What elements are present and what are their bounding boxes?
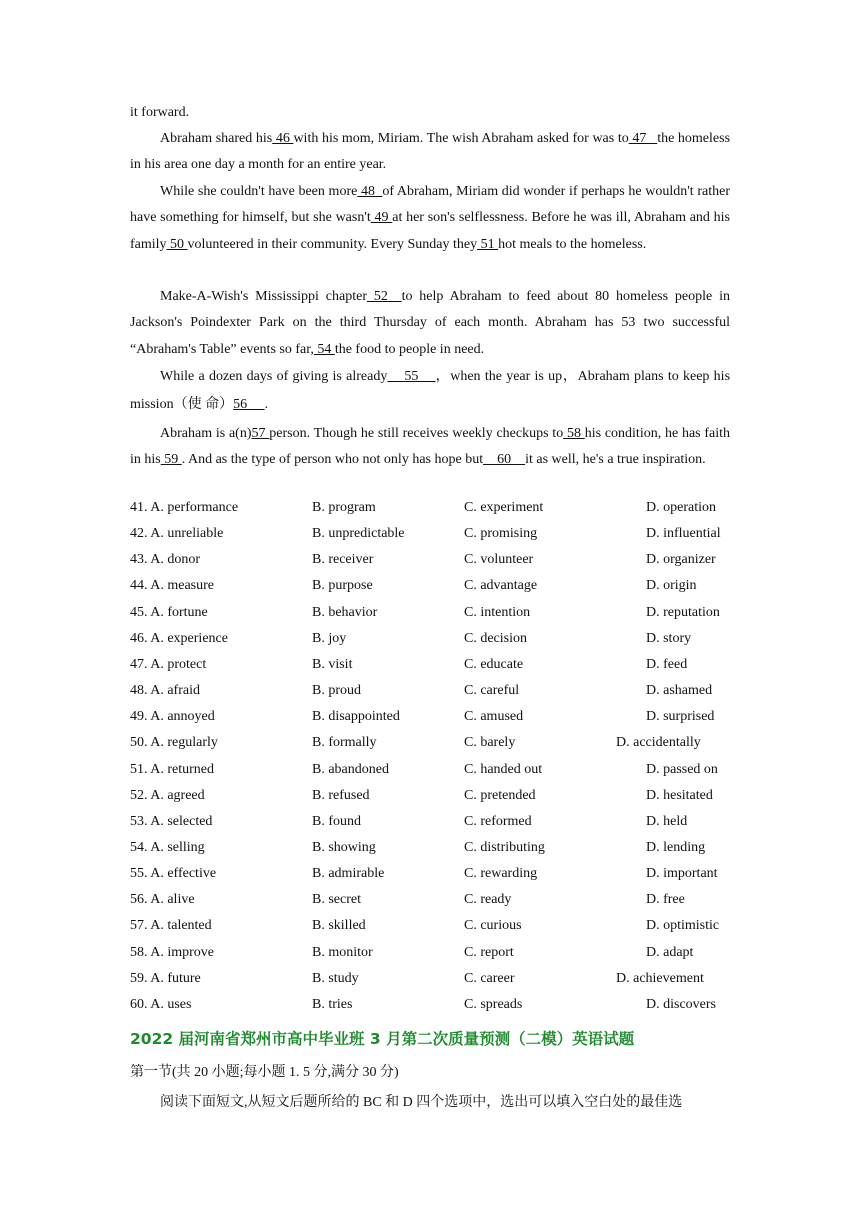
passage-text: at her son's selflessness. Before he was ill, Abraham and his family xyxy=(130,210,731,252)
blank-51: 51 xyxy=(477,236,499,252)
option-c: C. intention xyxy=(464,604,531,620)
option-a: 52. A. agreed xyxy=(130,787,205,803)
option-d: D. important xyxy=(646,866,718,882)
option-row xyxy=(130,657,750,683)
option-a: 60. A. uses xyxy=(130,996,192,1012)
option-row xyxy=(130,735,750,761)
option-row xyxy=(130,814,750,840)
option-b: B. disappointed xyxy=(312,709,400,725)
option-c: C. distributing xyxy=(464,839,545,855)
option-b: B. abandoned xyxy=(312,761,389,777)
option-d: D. organizer xyxy=(646,552,716,568)
option-row xyxy=(130,605,750,631)
option-b: B. showing xyxy=(312,839,376,855)
passage-paragraph-4 xyxy=(130,363,730,419)
section-instruction: 阅读下面短文,从短文后题所给的 BC 和 D 四个选项中，选出可以填入空白处的最佳选 xyxy=(160,1095,683,1110)
option-a: 53. A. selected xyxy=(130,813,213,829)
blank-59: 59 xyxy=(160,452,182,468)
option-c: C. advantage xyxy=(464,578,538,594)
option-a: 55. A. effective xyxy=(130,866,217,882)
option-row xyxy=(130,971,750,997)
option-c: C. handed out xyxy=(464,761,543,777)
passage-text: it as well, he's a true inspiration. xyxy=(525,452,706,468)
section-title: 2022 届河南省郑州市高中毕业班 3 月第二次质量预测（二模）英语试题 xyxy=(130,1030,635,1048)
option-b: B. admirable xyxy=(312,866,385,882)
option-b: B. monitor xyxy=(312,944,373,960)
option-c: C. barely xyxy=(464,735,516,751)
option-a: 58. A. improve xyxy=(130,944,214,960)
option-c: C. ready xyxy=(464,892,512,908)
option-d: D. adapt xyxy=(646,944,694,960)
blank-57: 57 xyxy=(251,426,270,441)
option-b: B. behavior xyxy=(312,604,378,620)
blank-60: 60 xyxy=(483,452,526,468)
option-a: 56. A. alive xyxy=(130,892,195,908)
passage-text: ，when the year is up，Abraham plans to keep his mission（使 命） xyxy=(130,369,731,412)
blank-46: 46 xyxy=(272,131,294,146)
option-c: C. reformed xyxy=(464,813,532,829)
option-row xyxy=(130,788,750,814)
option-c: C. amused xyxy=(464,709,524,725)
option-c: C. rewarding xyxy=(464,866,538,882)
option-a: 47. A. protect xyxy=(130,656,207,672)
blank-52: 52 xyxy=(366,289,402,304)
passage-text: . And as the type of person who not only has hope but xyxy=(181,452,484,468)
option-b: B. secret xyxy=(312,892,361,908)
option-d: D. hesitated xyxy=(646,787,713,803)
option-b: B. refused xyxy=(312,787,370,803)
option-row xyxy=(130,683,750,709)
passage-paragraph-1 xyxy=(130,126,730,179)
option-a: 57. A. talented xyxy=(130,918,212,934)
option-a: 43. A. donor xyxy=(130,552,200,568)
option-b: B. tries xyxy=(312,996,353,1012)
option-b: B. unpredictable xyxy=(312,526,405,542)
blank-50: 50 xyxy=(166,236,188,252)
option-row xyxy=(130,997,750,1023)
blank-58: 58 xyxy=(563,426,585,441)
option-b: B. program xyxy=(312,500,376,515)
option-c: C. report xyxy=(464,944,514,960)
passage-text: hot meals to the homeless. xyxy=(498,236,647,252)
option-d: D. surprised xyxy=(646,709,715,725)
passage-text: his condition, he has faith in his xyxy=(130,426,731,468)
option-d: D. story xyxy=(646,630,692,646)
option-a: 50. A. regularly xyxy=(130,735,218,751)
passage-text: of Abraham, Miriam did wonder if perhaps he wouldn't rather have something for himself, but she wasn't xyxy=(130,184,730,226)
option-d: D. influential xyxy=(646,526,721,542)
option-a: 59. A. future xyxy=(130,970,201,986)
option-d: D. held xyxy=(646,813,688,829)
passage-text: . xyxy=(264,397,269,412)
option-d: D. lending xyxy=(646,839,706,855)
option-a: 51. A. returned xyxy=(130,761,214,777)
option-row xyxy=(130,762,750,788)
blank-48: 48 xyxy=(357,184,383,199)
option-a: 48. A. afraid xyxy=(130,683,200,699)
option-d: D. origin xyxy=(646,578,697,594)
option-row xyxy=(130,866,750,892)
option-b: B. study xyxy=(312,970,359,986)
option-c: C. spreads xyxy=(464,996,523,1012)
option-a: 44. A. measure xyxy=(130,578,214,594)
option-a: 41. A. performance xyxy=(130,500,239,515)
option-b: B. joy xyxy=(312,630,347,646)
option-c: C. careful xyxy=(464,683,520,699)
option-d: D. discovers xyxy=(646,996,716,1012)
option-a: 45. A. fortune xyxy=(130,604,208,620)
option-row xyxy=(130,552,750,578)
option-c: C. curious xyxy=(464,918,522,934)
option-d: D. feed xyxy=(646,656,688,672)
option-row xyxy=(130,526,750,552)
blank-54: 54 xyxy=(313,341,335,357)
option-a: 46. A. experience xyxy=(130,630,228,646)
option-row xyxy=(130,945,750,971)
passage-paragraph-5 xyxy=(130,421,730,474)
passage-text: volunteered in their community. Every Sunday they xyxy=(187,236,478,252)
option-a: 49. A. annoyed xyxy=(130,709,215,725)
option-b: B. purpose xyxy=(312,578,373,594)
option-row xyxy=(130,500,750,526)
option-d: D. operation xyxy=(646,500,716,515)
option-d: D. achievement xyxy=(616,970,704,986)
option-a: 54. A. selling xyxy=(130,839,205,855)
passage-text: Make-A-Wish's Mississippi chapter xyxy=(160,289,367,304)
passage-text: to help Abraham to feed about 80 homeless people in Jackson's Poindexter Park on the third Thursday of each month. Abraham has 53 two successful “Abraham's Table” events so far, xyxy=(130,289,730,357)
option-d: D. optimistic xyxy=(646,918,720,934)
option-b: B. proud xyxy=(312,683,361,699)
passage-text: the homeless in his area one day a month for an entire year. xyxy=(130,131,731,173)
passage-text: Abraham is a(n) xyxy=(160,426,252,441)
option-c: C. pretended xyxy=(464,787,536,803)
passage-text: with his mom, Miriam. The wish Abraham asked for was to xyxy=(293,131,629,146)
passage-text: person. Though he still receives weekly checkups to xyxy=(269,426,564,441)
option-row xyxy=(130,631,750,657)
passage-paragraph-0 xyxy=(130,100,730,126)
option-c: C. experiment xyxy=(464,500,544,515)
blank-49: 49 xyxy=(370,210,393,226)
passage-text: it forward. xyxy=(130,105,190,120)
passage-text: the food to people in need. xyxy=(334,341,485,357)
option-c: C. decision xyxy=(464,630,527,646)
option-d: D. ashamed xyxy=(646,683,713,699)
option-d: D. passed on xyxy=(646,761,718,777)
option-b: B. receiver xyxy=(312,552,374,568)
option-b: B. skilled xyxy=(312,918,366,934)
option-a: 42. A. unreliable xyxy=(130,526,224,542)
option-c: C. volunteer xyxy=(464,552,534,568)
option-row xyxy=(130,840,750,866)
passage-text: While she couldn't have been more xyxy=(160,184,358,199)
option-row xyxy=(130,918,750,944)
option-row xyxy=(130,578,750,604)
option-d: D. accidentally xyxy=(616,735,701,751)
passage-paragraph-3 xyxy=(130,284,730,363)
option-c: C. promising xyxy=(464,526,538,542)
option-row xyxy=(130,709,750,735)
option-c: C. educate xyxy=(464,656,524,672)
option-b: B. found xyxy=(312,813,361,829)
option-d: D. reputation xyxy=(646,604,720,620)
blank-47: 47 xyxy=(628,131,658,146)
blank-56: 56 xyxy=(233,397,265,412)
passage-paragraph-2 xyxy=(130,179,730,258)
option-c: C. career xyxy=(464,970,515,986)
option-d: D. free xyxy=(646,892,685,908)
passage-text: While a dozen days of giving is already xyxy=(160,369,388,384)
option-b: B. visit xyxy=(312,656,353,672)
blank-55: 55 xyxy=(387,369,436,384)
section-part: 第一节(共 20 小题;每小题 1. 5 分,满分 30 分) xyxy=(130,1065,399,1080)
option-row xyxy=(130,892,750,918)
option-b: B. formally xyxy=(312,735,377,751)
passage-text: Abraham shared his xyxy=(160,131,273,146)
